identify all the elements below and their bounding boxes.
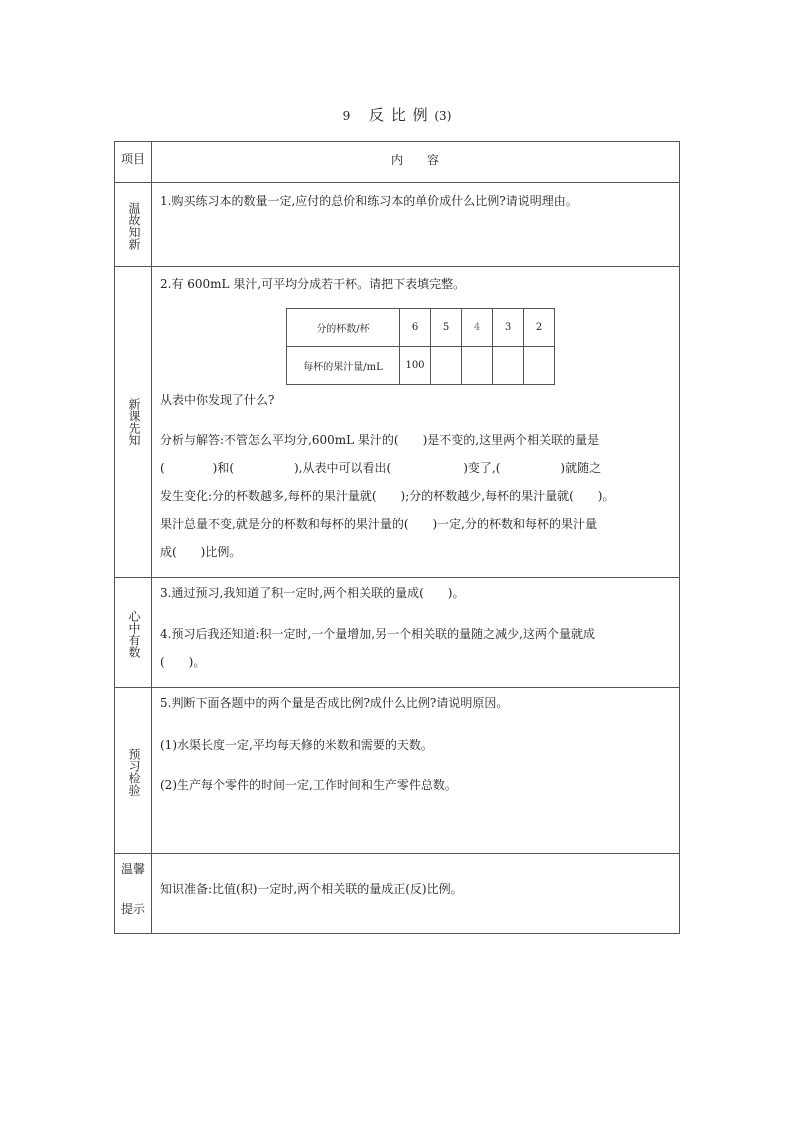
row-divider (115, 266, 679, 267)
analysis-line: ( )和( ),从表中可以看出( )变了,( )就随之 (160, 461, 602, 475)
analysis-line: 分析与解答:不管怎么平均分,600mL 果汁的( )是不变的,这里两个相关联的量是 (160, 433, 600, 447)
juice-table (286, 308, 555, 385)
table-header-cups: 分的杯数/杯 (287, 309, 400, 347)
analysis-line: 成( )比例。 (160, 545, 242, 559)
question-4: 4.预习后我还知道:积一定时,一个量增加,另一个相关联的量随之减少,这两个量就成 (160, 627, 595, 641)
label-mind: 心中有数 (127, 610, 141, 658)
question-2: 2.有 600mL 果汁,可平均分成若干杯。请把下表填完整。 (160, 277, 466, 291)
table-cell: 5 (431, 309, 462, 347)
question-5-1: (1)水渠长度一定,平均每天修的米数和需要的天数。 (160, 738, 433, 752)
table-header-juice: 每杯的果汁量/mL (287, 347, 400, 385)
question-5: 5.判断下面各题中的两个量是否成比例?成什么比例?请说明原因。 (160, 696, 509, 710)
row-divider (115, 687, 679, 688)
question-1: 1.购买练习本的数量一定,应付的总价和练习本的单价成什么比例?请说明理由。 (160, 194, 578, 208)
lesson-subtitle: (3) (434, 109, 452, 123)
label-new-lesson: 新课先知 (127, 398, 141, 446)
tip-text: 知识准备:比值(积)一定时,两个相关联的量成正(反)比例。 (160, 882, 463, 896)
analysis-line: 发生变化:分的杯数越多,每杯的果汁量就( );分的杯数越少,每杯的果汁量就( )。 (160, 489, 615, 503)
header-content: 内 容 (390, 153, 439, 167)
table-cell: 100 (400, 347, 431, 385)
lesson-title: 反 比 例 (369, 106, 429, 124)
table-row (287, 309, 555, 347)
label-check: 预习检验 (127, 748, 141, 796)
table-cell-blank[interactable] (462, 347, 493, 385)
table-cell-blank[interactable] (493, 347, 524, 385)
row-divider (115, 182, 679, 183)
table-row (287, 347, 555, 385)
table-cell-blank[interactable] (431, 347, 462, 385)
worksheet-table (114, 141, 680, 934)
row-divider (115, 853, 679, 854)
table-cell: 6 (400, 309, 431, 347)
question-3: 3.通过预习,我知道了积一定时,两个相关联的量成( )。 (160, 586, 465, 600)
lesson-number: 9 (342, 109, 352, 123)
page-title (0, 104, 794, 125)
label-tip-top: 温馨 (120, 862, 145, 876)
table-cell: 3 (493, 309, 524, 347)
row-divider (115, 577, 679, 578)
question-5-2: (2)生产每个零件的时间一定,工作时间和生产零件总数。 (160, 778, 457, 792)
table-cell-blank[interactable] (524, 347, 555, 385)
question-4-blank: ( )。 (160, 655, 206, 669)
table-cell: 4 (462, 309, 493, 347)
header-item: 项目 (120, 152, 145, 166)
table-cell: 2 (524, 309, 555, 347)
discovery-question: 从表中你发现了什么? (160, 393, 275, 407)
label-review: 温故知新 (127, 202, 141, 250)
analysis-line: 果汁总量不变,就是分的杯数和每杯的果汁量的( )一定,分的杯数和每杯的果汁量 (160, 517, 597, 531)
column-divider (151, 142, 152, 933)
label-tip-bottom: 提示 (120, 902, 145, 916)
